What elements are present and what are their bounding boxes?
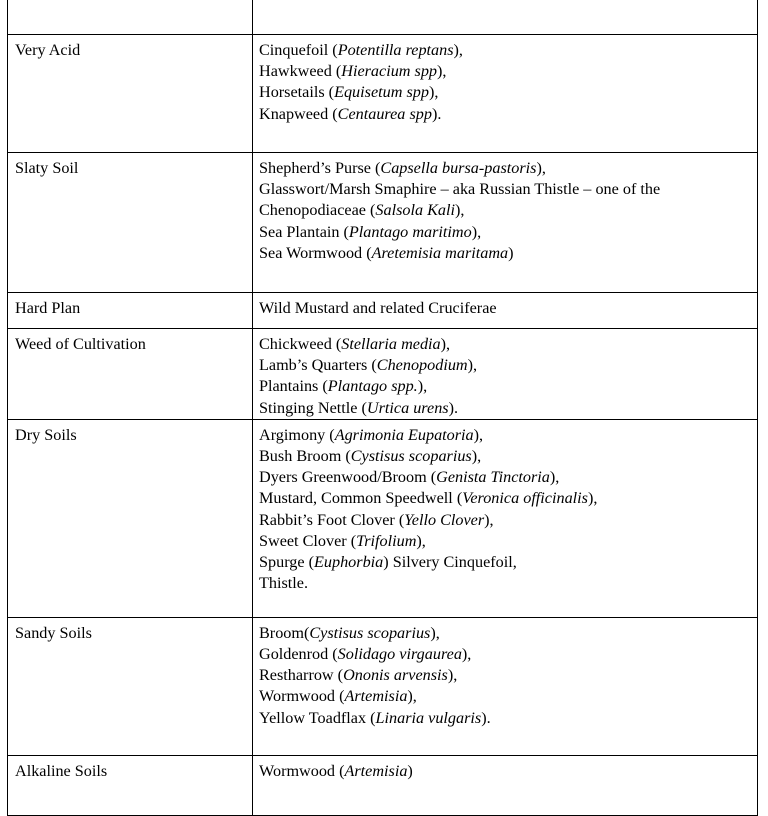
latin-name: Artemisia (344, 687, 408, 706)
plant-text: ), (428, 83, 439, 102)
plant-text: Rabbit’s Foot Clover ( (259, 510, 405, 529)
plant-text: Wild Mustard and related Cruciferae (259, 299, 497, 317)
latin-name: Trifolium (356, 531, 417, 550)
plant-line (259, 179, 751, 200)
latin-name: Solidago virgaurea (337, 645, 462, 664)
latin-name: Potentilla reptans (337, 41, 454, 59)
table-row (8, 0, 758, 35)
plant-text: Shepherd’s Purse ( (259, 159, 381, 177)
plant-line (259, 531, 751, 552)
plant-line (259, 104, 751, 125)
table-row (8, 617, 758, 755)
plant-text: Goldenrod ( (259, 645, 338, 664)
plant-text: ), (461, 645, 472, 664)
plant-text: ), (471, 222, 482, 241)
latin-name: Agrimonia Eupatoria (334, 425, 474, 444)
plant-text: ), (471, 447, 482, 466)
latin-name: Aretemisia maritama (371, 243, 509, 262)
plant-text: ) (407, 761, 413, 780)
table-body (8, 0, 758, 815)
plant-text: Thistle. (259, 574, 309, 593)
plant-text: Knapweed ( (259, 104, 338, 123)
soil-condition-label: Very Acid (15, 41, 81, 59)
soil-condition-label: Dry Soils (15, 425, 77, 444)
plant-text: Hawkweed ( (259, 62, 342, 81)
plant-text: ), (536, 159, 546, 177)
plant-line (259, 61, 751, 82)
plant-text: ). (448, 398, 459, 417)
table-row (8, 153, 758, 293)
indicator-plants-cell (253, 153, 758, 293)
plant-text: ), (467, 356, 478, 375)
plant-line (259, 573, 751, 594)
plant-text: ), (407, 687, 417, 706)
plant-line (259, 398, 751, 419)
soil-condition-cell (8, 755, 253, 815)
plant-line (259, 425, 751, 446)
plant-text: ), (549, 468, 560, 487)
latin-name: Ononis arvensis (343, 666, 448, 685)
latin-name: Plantago maritimo (348, 222, 472, 241)
plant-text: Argimony ( (259, 425, 335, 444)
plant-line (259, 686, 751, 707)
plant-text: ), (455, 201, 465, 220)
latin-name: Chenopodium (376, 356, 468, 375)
plant-text: ), (416, 531, 426, 550)
latin-name: Cystisus scoparius (350, 447, 472, 466)
plant-text: ), (484, 510, 494, 529)
plant-text: Restharrow ( (259, 666, 344, 685)
plant-line (259, 376, 751, 397)
plant-text: Sweet Clover ( (259, 531, 357, 550)
plant-line (259, 552, 751, 573)
plant-line (259, 40, 751, 61)
indicator-plants-cell (253, 419, 758, 617)
plant-line (259, 158, 751, 179)
soil-condition-label: Slaty Soil (15, 159, 79, 177)
indicator-plants-cell (253, 0, 758, 35)
indicator-plants-cell (253, 35, 758, 153)
latin-name: Salsola Kali (375, 201, 456, 220)
plant-text: Lamb’s Quarters ( (259, 356, 377, 375)
soil-condition-cell (8, 35, 253, 153)
soil-indicator-table (7, 0, 758, 816)
plant-text: ), (437, 62, 447, 81)
plant-text: Chickweed ( (259, 335, 342, 353)
plant-line (259, 222, 751, 243)
plant-line (259, 334, 751, 355)
indicator-plants-cell (253, 329, 758, 420)
indicator-plants-cell (253, 617, 758, 755)
latin-name: Cystisus scoparius (309, 623, 431, 642)
plant-text: Horsetails ( (259, 83, 335, 102)
table-row (8, 35, 758, 153)
soil-condition-cell (8, 419, 253, 617)
plant-line (259, 644, 751, 665)
latin-name: Plantago spp. (327, 377, 418, 396)
plant-text: Sea Wormwood ( (259, 243, 372, 262)
plant-text: Broom( (259, 623, 310, 642)
plant-text: Sea Plantain ( (259, 222, 349, 241)
plant-line (259, 665, 751, 686)
plant-line (259, 510, 751, 531)
plant-text: ), (453, 41, 463, 59)
table-row (8, 293, 758, 329)
latin-name: Equisetum spp (334, 83, 429, 102)
indicator-plants-cell (253, 293, 758, 329)
soil-condition-cell (8, 0, 253, 35)
plant-line (259, 298, 751, 319)
latin-name: Capsella bursa-pastoris (380, 159, 537, 177)
table-row (8, 419, 758, 617)
plant-line (259, 82, 751, 103)
indicator-plants-cell (253, 755, 758, 815)
latin-name: Artemisia (344, 761, 408, 780)
soil-condition-label: Hard Plan (15, 299, 81, 317)
plant-line (259, 761, 751, 782)
plant-text: Wormwood ( (259, 687, 345, 706)
soil-condition-cell (8, 617, 253, 755)
plant-text: Glasswort/Marsh Smaphire – aka Russian Thistle – one of the (259, 180, 661, 199)
latin-name: Linaria vulgaris (375, 708, 482, 727)
plant-text: Bush Broom ( (259, 447, 351, 466)
plant-text: Wormwood ( (259, 761, 345, 780)
plant-text: Spurge ( (259, 553, 315, 572)
soil-condition-label: Weed of Cultivation (15, 335, 146, 353)
plant-text: ), (473, 425, 484, 444)
latin-name: Centaurea spp (337, 104, 432, 123)
plant-text: Plantains ( (259, 377, 328, 396)
plant-text: ), (447, 666, 458, 685)
plant-text: Chenopodiaceae ( (259, 201, 376, 220)
plant-line (259, 467, 751, 488)
plant-line (259, 200, 751, 221)
table-row (8, 755, 758, 815)
soil-condition-label: Sandy Soils (15, 623, 92, 642)
plant-line (259, 446, 751, 467)
plant-text: ), (417, 377, 428, 396)
plant-line (259, 623, 751, 644)
plant-text: ). (431, 104, 442, 123)
plant-text: ), (430, 623, 440, 642)
plant-text: ) Silvery Cinquefoil, (383, 553, 517, 572)
latin-name: Genista Tinctoria (436, 468, 550, 487)
plant-text: ). (481, 708, 491, 727)
plant-line (259, 708, 751, 729)
plant-text: Mustard, Common Speedwell ( (259, 489, 463, 508)
table-row (8, 329, 758, 420)
plant-text: ) (508, 243, 514, 262)
plant-line (259, 243, 751, 264)
latin-name: Yello Clover (404, 510, 485, 529)
plant-text: Dyers Greenwood/Broom ( (259, 468, 437, 487)
latin-name: Stellaria media (341, 335, 441, 353)
soil-condition-cell (8, 293, 253, 329)
soil-condition-cell (8, 153, 253, 293)
plant-line (259, 355, 751, 376)
plant-line (259, 488, 751, 509)
soil-condition-label: Alkaline Soils (15, 761, 108, 780)
plant-text: ), (587, 489, 598, 508)
latin-name: Hieracium spp (341, 62, 438, 81)
soil-condition-cell (8, 329, 253, 420)
latin-name: Veronica officinalis (462, 489, 588, 508)
plant-text: Stinging Nettle ( (259, 398, 367, 417)
plant-text: Cinquefoil ( (259, 41, 338, 59)
plant-text: ), (440, 335, 451, 353)
latin-name: Urtica urens (366, 398, 449, 417)
plant-text: Yellow Toadflax ( (259, 708, 376, 727)
latin-name: Euphorbia (314, 553, 384, 572)
